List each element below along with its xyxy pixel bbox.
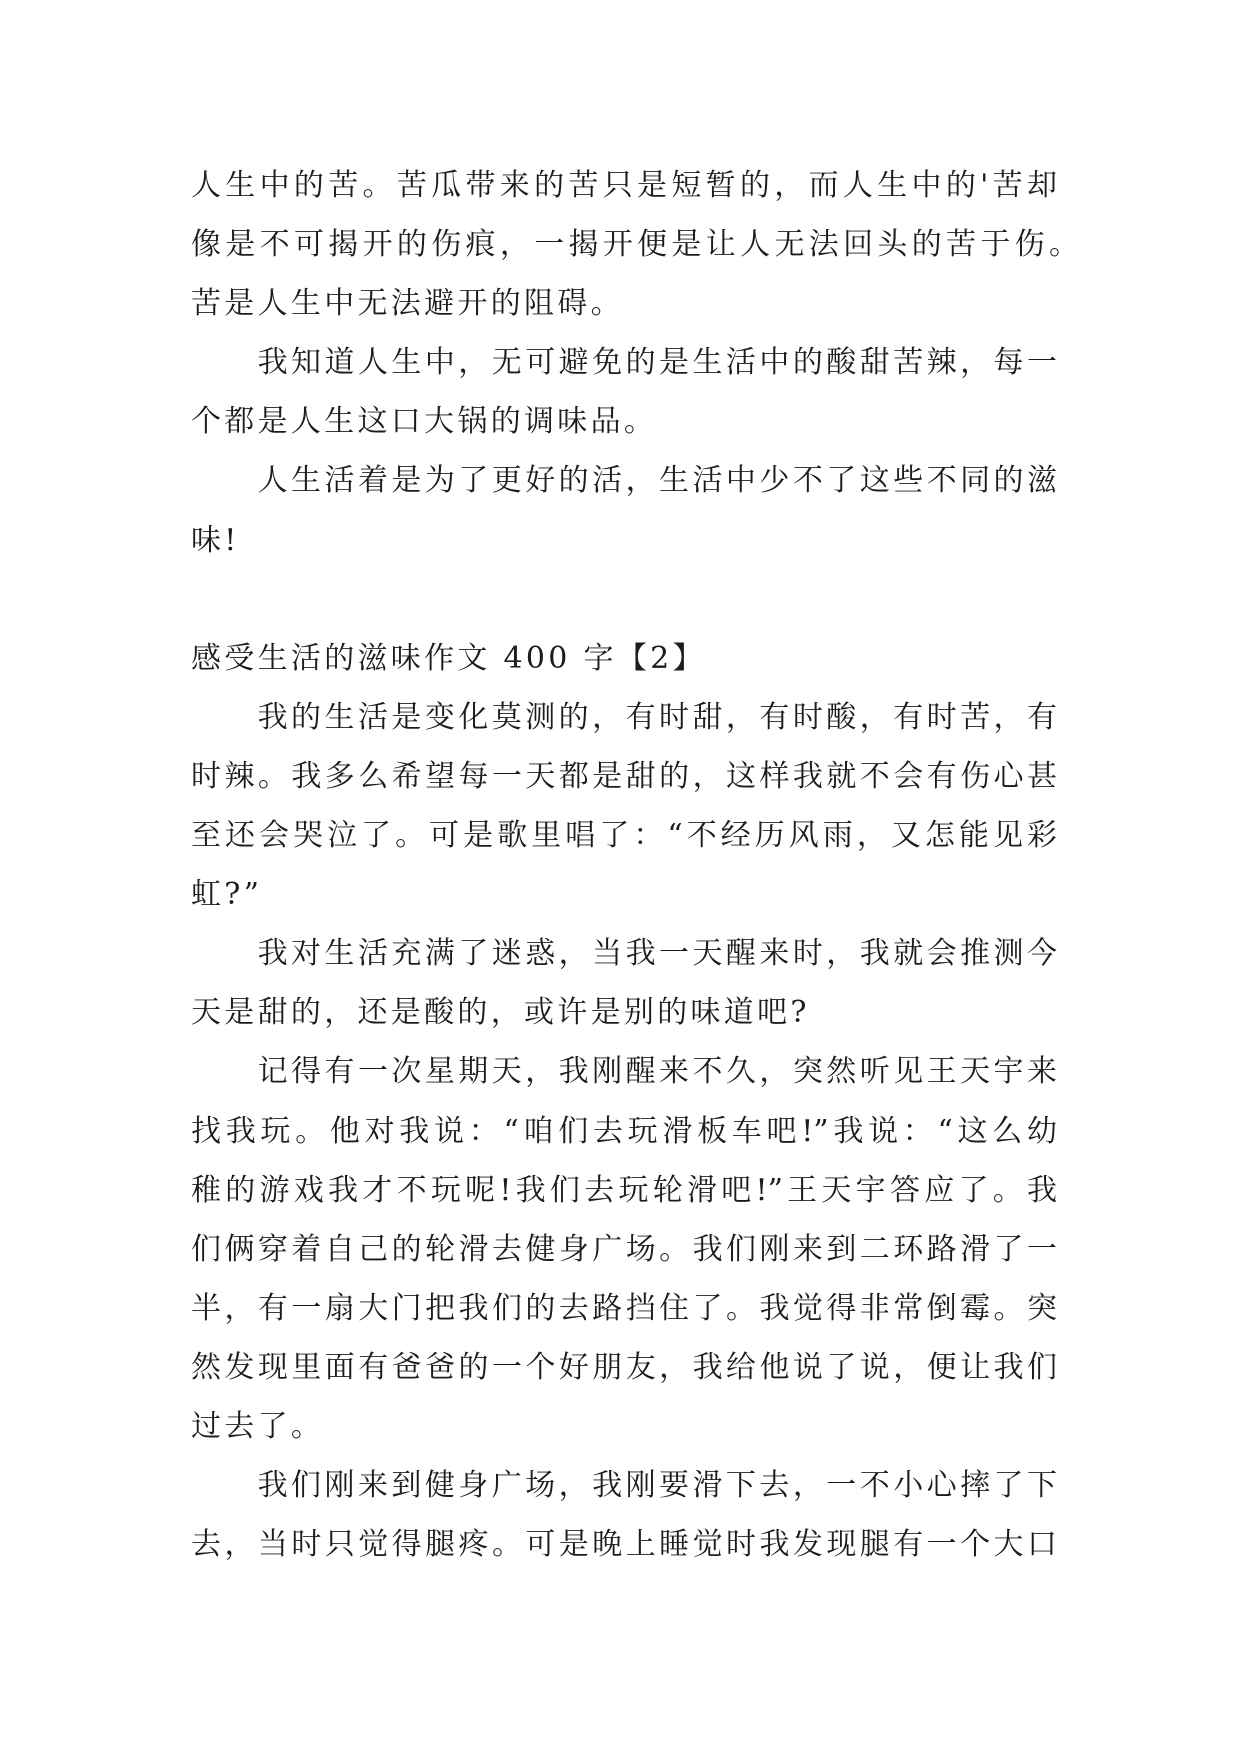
paragraph-line: 虹?” bbox=[191, 877, 263, 913]
paragraph-line: 时辣。我多么希望每一天都是甜的，这样我就不会有伤心甚 bbox=[191, 758, 1057, 794]
paragraph bbox=[191, 333, 1091, 451]
paragraph-line: 们俩穿着自己的轮滑去健身广场。我们刚来到二环路滑了一 bbox=[191, 1231, 1057, 1267]
paragraph-line: 人生中的苦。苦瓜带来的苦只是短暂的，而人生中的'苦却 bbox=[191, 168, 1057, 203]
paragraph-line: 去，当时只觉得腿疼。可是晚上睡觉时我发现腿有一个大口 bbox=[191, 1527, 1057, 1563]
paragraph-line: 苦是人生中无法避开的阻碍。 bbox=[191, 286, 624, 322]
paragraph-line: 然发现里面有爸爸的一个好朋友，我给他说了说，便让我们 bbox=[191, 1349, 1057, 1385]
paragraph-line: 味! bbox=[191, 522, 240, 558]
paragraph-line: 人生活着是为了更好的活，生活中少不了这些不同的滋 bbox=[257, 463, 1057, 499]
paragraph-line: 个都是人生这口大锅的调味品。 bbox=[191, 404, 658, 440]
paragraph-line: 我对生活充满了迷惑，当我一天醒来时，我就会推测今 bbox=[257, 936, 1057, 972]
paragraph-line: 我的生活是变化莫测的，有时甜，有时酸，有时苦，有 bbox=[257, 699, 1057, 735]
paragraph-line: 记得有一次星期天，我刚醒来不久，突然听见王天宇来 bbox=[257, 1054, 1057, 1090]
essay-body bbox=[191, 156, 1091, 1574]
paragraph-line: 我知道人生中，无可避免的是生活中的酸甜苦辣，每一 bbox=[257, 345, 1057, 381]
paragraph-line: 我们刚来到健身广场，我刚要滑下去，一不小心摔了下 bbox=[257, 1468, 1057, 1504]
paragraph bbox=[191, 156, 1091, 333]
blank-line bbox=[191, 570, 1091, 629]
essay-heading: 感受生活的滋味作文 400 字【2】 bbox=[191, 640, 706, 676]
paragraph-line: 至还会哭泣了。可是歌里唱了：“不经历风雨，又怎能见彩 bbox=[191, 818, 1057, 854]
paragraph-line: 找我玩。他对我说：“咱们去玩滑板车吧!”我说：“这么幼 bbox=[191, 1113, 1057, 1149]
paragraph bbox=[191, 924, 1091, 1042]
paragraph bbox=[191, 688, 1091, 924]
paragraph-line: 天是甜的，还是酸的，或许是别的味道吧? bbox=[191, 995, 810, 1031]
paragraph-line: 半，有一扇大门把我们的去路挡住了。我觉得非常倒霉。突 bbox=[191, 1290, 1057, 1326]
paragraph-line: 稚的游戏我才不玩呢!我们去玩轮滑吧!”王天宇答应了。我 bbox=[191, 1172, 1057, 1208]
paragraph bbox=[191, 1042, 1091, 1456]
paragraph-line: 像是不可揭开的伤痕，一揭开便是让人无法回头的苦于伤。 bbox=[191, 227, 1079, 263]
paragraph-line: 过去了。 bbox=[191, 1408, 325, 1444]
paragraph bbox=[191, 451, 1091, 569]
paragraph bbox=[191, 1456, 1091, 1574]
